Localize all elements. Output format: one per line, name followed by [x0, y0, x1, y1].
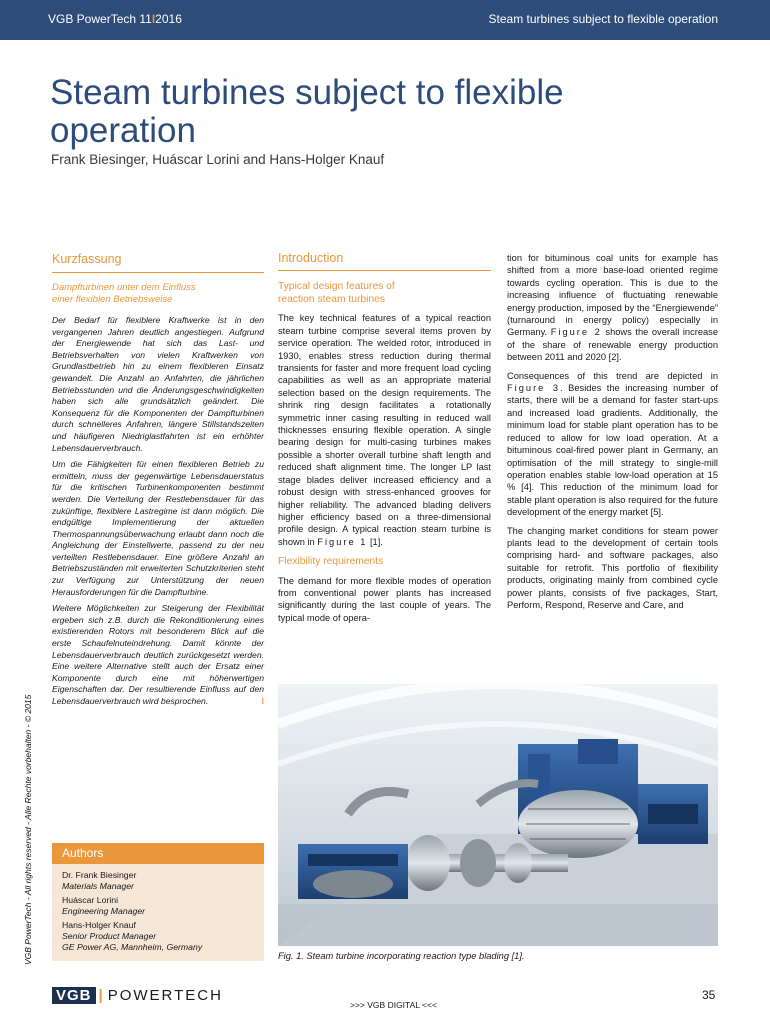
- kurzfassung-paragraph: Weitere Möglichkeiten zur Steigerung der Flexibilität ergeben sich z.B. durch die Rekonditionierung eines existierenden Rotors mit besonderem Blick auf die erste Schaufelnuteindrehung. Damit könnte der Lebensdauerverbrauch deutlich zurückgesetzt werden. Eine weitere Alternative stellt auch der Ersatz einer Komponente durch eine mit höherwertigen Eigenschaften dar. Der resultierende Einfluss auf den Lebensdauerverbrauch wird besprochen. l: [52, 603, 264, 706]
- author-role: Engineering Manager: [62, 906, 146, 916]
- running-title: Steam turbines subject to flexible operation: [488, 12, 718, 26]
- body-paragraph: The demand for more flexible modes of operation from conventional power plants has increased significantly during the last couple of years. The typical mode of opera-: [278, 575, 491, 623]
- kurzfassung-heading: Kurzfassung: [52, 252, 122, 266]
- kurzfassung-box: [52, 252, 264, 837]
- author-name: Huáscar Lorini: [62, 895, 119, 905]
- author-role: Senior Product Manager: [62, 931, 157, 941]
- subheading: Typical design features of reaction steam turbines: [278, 281, 395, 305]
- authors-heading: Authors: [52, 843, 264, 864]
- subheading: Flexibility requirements: [278, 556, 384, 568]
- author-name: Dr. Frank Biesinger: [62, 870, 137, 880]
- footer-digital-tag: >>> VGB DIGITAL <<<: [350, 1000, 437, 1010]
- kurzfassung-body: [52, 315, 264, 708]
- issue-separator: I: [151, 12, 156, 26]
- authors-box: [52, 843, 264, 961]
- article-authors: Frank Biesinger, Huáscar Lorini and Hans-Holger Knauf: [51, 152, 385, 167]
- journal-issue: VGB PowerTech 11I2016: [48, 12, 182, 26]
- end-mark: l: [261, 696, 264, 706]
- turbine-figure: [278, 684, 718, 946]
- steam-turbine-illustration: [278, 684, 718, 946]
- vgb-powertech-logo: VGB | POWERTECH: [52, 987, 223, 1004]
- divider: [278, 270, 491, 271]
- author-name: Hans-Holger Knauf: [62, 920, 136, 930]
- authors-list: [52, 864, 264, 953]
- figure-reference: Figure 2: [550, 327, 602, 338]
- page-number: 35: [702, 988, 716, 1002]
- introduction-heading: Introduction: [278, 251, 344, 265]
- introduction-column: [278, 252, 491, 630]
- figure-reference: Figure 3: [507, 383, 561, 394]
- body-paragraph: The changing market conditions for steam power plants lead to the development of certain tools comprising hard- and software packages, also suitable for retrofit. This portfolio of flexibility products, originating mainly from combined cycle power plants, consists of five packages, Start, Perform, Respond, Reserve and Care, and: [507, 525, 718, 610]
- header-bar: [0, 0, 770, 40]
- body-paragraph: Consequences of this trend are depicted in Figure 3. Besides the increasing number of starts, there will be a demand for faster start-ups and increased load gradients. Additionally, the minimum load for stable plant operation has to be reduced to allow for low load operation. At a bituminous coal-fired power plant in Germany, an optimisation of the mill strategy to single-mill operation enables stable low-load operation at 15 % [4]. This reduction of the minimum load for stable plant operation is also required for the future development of the energy market [5].: [507, 370, 718, 518]
- divider: [52, 272, 264, 273]
- author-org: GE Power AG, Mannheim, Germany: [62, 942, 203, 952]
- article-title: Steam turbines subject to flexible operation: [50, 73, 564, 150]
- body-paragraph: tion for bituminous coal units for example has shifted from a more base-load oriented regime towards cycling operation. This is due to the increasing influence of fluctuating renewable energy production, imposed by the “Energiewende” (turnaround in energy policy) especially in Germany. Figure 2 shows the overall increase of the share of renewable energy production between 2011 and 2020 [2].: [507, 253, 718, 363]
- kurzfassung-paragraph: Der Bedarf für flexiblere Kraftwerke ist in den vergangenen Jahren deutlich angestiegen. Aufgrund der Energiewende hat sich das Last- und Betriebsverhalten von vielen Kraftwerken von Grundlastbetrieb hin zu einem flexibleren Einsatz gewandelt. Die Anzahl an Anfahrten, die jährlichen Betriebsstunden und die Änderungsgeschwindigkeiten haben sich alle grundsätzlich geändert. Die Konsequenz für die Komponenten der Dampfturbinen durch schnelleres Anfahren, längere Stillstandszeiten und häufigeren Niedriglastfahrten ist ein erhöhter Lebensdauerverbrauch.: [52, 315, 264, 453]
- right-column: [507, 252, 718, 617]
- kurzfassung-paragraph: Um die Fähigkeiten für einen flexibleren Betrieb zu ermitteln, muss der gegenwärtige Lebensdauerstatus für die kritischen Turbinenkomponenten bestimmt werden. Die Verteilung der Restlebensdauer für das zukünftige, flexiblere Lastregime ist dann möglich. Die endgültige Implementierung der aktuellen Thermospannungsüberwachung erlaubt dann noch die Angleichung der Einstellwerte, passend zu der neu verteilten Restlebensdauer. Eine größere Anzahl an Betriebszuständen mit erweiterten Schutzkriterien steht zur Verfügung zur Unterstützung der neuen Herausforderungen für die Dampfturbine.: [52, 459, 264, 597]
- copyright-notice: VGB PowerTech - All rights reserved - Alle Rechte vorbehalten - © 2015: [23, 694, 33, 965]
- body-paragraph: The key technical features of a typical reaction steam turbine comprise several items proven by service operation. The welded rotor, introduced in 1930, enables stress reduction during thermal transients for faster and more frequent load cycling capabilities as well as an appropriate material selection based on the design requirements. The shrink ring design facilitates a rotationally symmetric inner casing resulting in reduced wall thicknesses ensuring flexible operation. A single bearing design for multi-casing turbines makes possible a shorter overall turbine shaft length and reduced shaft alignment time. The longer LP last stage blades deliver increased efficiency and a robust design with stress-enhanced grooves for higher reliability. The advanced blading delivers higher efficiency based on a three-dimensional profile design. A typical reaction steam turbine is shown in Figure 1 [1].: [278, 313, 491, 547]
- figure-reference: Figure 1: [317, 536, 368, 547]
- figure-caption: Fig. 1. Steam turbine incorporating reaction type blading [1].: [278, 951, 525, 961]
- author-role: Materials Manager: [62, 881, 134, 891]
- kurzfassung-subtitle: Dampfturbinen unter dem Einfluss einer flexiblen Betriebsweise: [52, 282, 196, 305]
